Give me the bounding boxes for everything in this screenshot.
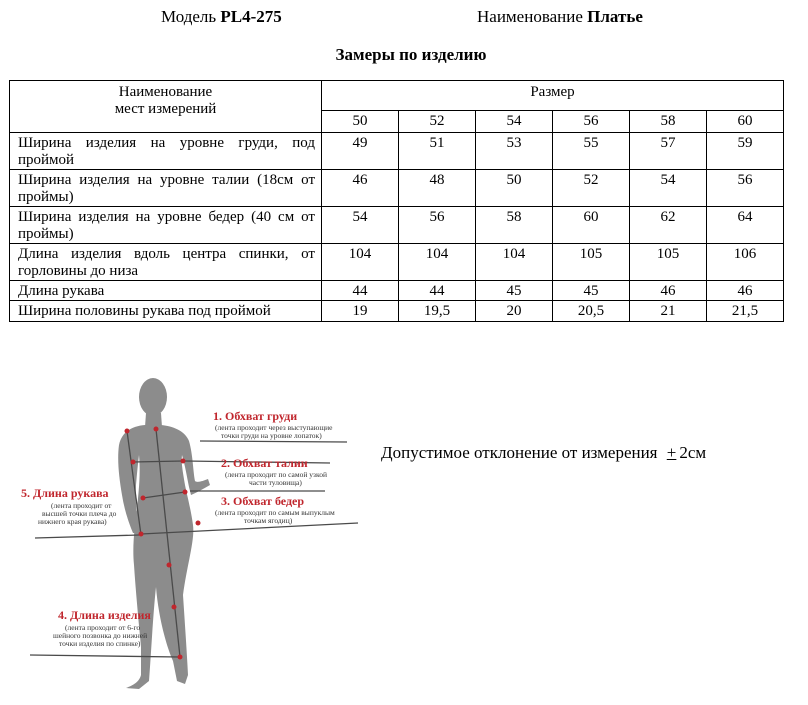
size-col-header: 58 (630, 111, 707, 133)
row-label: Ширина изделия на уровне бедер (40 см от проймы) (10, 207, 322, 244)
table-cell: 46 (707, 281, 784, 301)
length-label-desc3: точки изделия по спинке) (59, 639, 141, 648)
name-value: Платье (587, 7, 643, 26)
name-line (477, 7, 643, 27)
tolerance-text: Допустимое отклонение от измерения (381, 443, 658, 462)
table-row (10, 281, 784, 301)
table-cell: 57 (630, 133, 707, 170)
sleeve-leader (35, 535, 139, 538)
table-cell: 104 (399, 244, 476, 281)
size-col-header: 52 (399, 111, 476, 133)
table-cell: 54 (322, 207, 399, 244)
table-row (10, 301, 784, 322)
table-cell: 106 (707, 244, 784, 281)
table-cell: 49 (322, 133, 399, 170)
chest-leader (200, 441, 347, 442)
hip-label-title: 3. Обхват бедер (221, 494, 305, 508)
table-cell: 20 (476, 301, 553, 322)
length-leader (30, 655, 180, 657)
table-cell: 45 (553, 281, 630, 301)
table-cell: 46 (630, 281, 707, 301)
length-label-title: 4. Длина изделия (58, 608, 151, 622)
sleeve-label-desc2: высшей точки плеча до (42, 509, 117, 518)
places-header (10, 81, 322, 133)
chest-label-desc2: точки груди на уровне лопаток) (221, 431, 322, 440)
table-row (10, 170, 784, 207)
size-col-header: 56 (553, 111, 630, 133)
table-cell: 56 (707, 170, 784, 207)
table-cell: 104 (322, 244, 399, 281)
table-cell: 48 (399, 170, 476, 207)
chest-label-title: 1. Обхват груди (213, 409, 298, 423)
row-label: Длина изделия вдоль центра спинки, от горловины до низа (10, 244, 322, 281)
measurement-figure (15, 375, 365, 693)
waist-label-title: 2. Обхват талии (221, 456, 308, 470)
waist-label-desc2: части туловища) (249, 478, 302, 487)
sleeve-label-desc3: нижнего края рукава) (38, 517, 107, 526)
waist-label-desc1: (лента проходит по самой узкой (225, 470, 327, 479)
model-line (161, 7, 282, 27)
model-label: Модель (161, 7, 217, 26)
table-cell: 59 (707, 133, 784, 170)
sleeve-label-title: 5. Длина рукава (21, 486, 109, 500)
table-cell: 19,5 (399, 301, 476, 322)
sleeve-label-desc1: (лента проходит от (51, 501, 112, 510)
table-cell: 20,5 (553, 301, 630, 322)
model-value: PL4-275 (220, 7, 282, 26)
size-col-header: 50 (322, 111, 399, 133)
table-cell: 21 (630, 301, 707, 322)
page-title: Замеры по изделию (335, 45, 487, 64)
places-header-line1: Наименование (118, 84, 213, 100)
name-label: Наименование (477, 7, 583, 26)
row-label: Ширина изделия на уровне талии (18см от проймы) (10, 170, 322, 207)
table-cell: 46 (322, 170, 399, 207)
table-cell: 54 (630, 170, 707, 207)
table-cell: 44 (322, 281, 399, 301)
table-row (10, 244, 784, 281)
table-cell: 45 (476, 281, 553, 301)
size-header: Размер (322, 81, 784, 111)
table-cell: 19 (322, 301, 399, 322)
tolerance-sign: + (666, 443, 677, 462)
size-table (9, 80, 784, 322)
length-label-desc2: шейного позвонка до нижней (53, 631, 148, 640)
table-cell: 58 (476, 207, 553, 244)
hip-label-desc1: (лента проходит по самым выпуклым (215, 508, 335, 517)
table-row (10, 207, 784, 244)
tolerance-note (381, 443, 706, 463)
table-cell: 21,5 (707, 301, 784, 322)
table-cell: 104 (476, 244, 553, 281)
tolerance-value: 2см (679, 443, 707, 462)
table-cell: 44 (399, 281, 476, 301)
table-cell: 105 (630, 244, 707, 281)
size-col-header: 54 (476, 111, 553, 133)
row-label: Длина рукава (10, 281, 322, 301)
chest-label-desc1: (лента проходит через выступающие (215, 423, 333, 432)
size-col-header: 60 (707, 111, 784, 133)
table-cell: 52 (553, 170, 630, 207)
table-cell: 105 (553, 244, 630, 281)
table-cell: 62 (630, 207, 707, 244)
places-header-line2: мест измерений (114, 101, 217, 117)
table-cell: 64 (707, 207, 784, 244)
hip-label-desc2: точкам ягодиц) (244, 516, 293, 525)
table-cell: 50 (476, 170, 553, 207)
table-cell: 55 (553, 133, 630, 170)
row-label: Ширина половины рукава под проймой (10, 301, 322, 322)
table-cell: 56 (399, 207, 476, 244)
table-cell: 53 (476, 133, 553, 170)
row-label: Ширина изделия на уровне груди, под проймой (10, 133, 322, 170)
table-cell: 60 (553, 207, 630, 244)
length-label-desc1: (лента проходит от 6-го (65, 623, 141, 632)
table-cell: 51 (399, 133, 476, 170)
table-row (10, 133, 784, 170)
